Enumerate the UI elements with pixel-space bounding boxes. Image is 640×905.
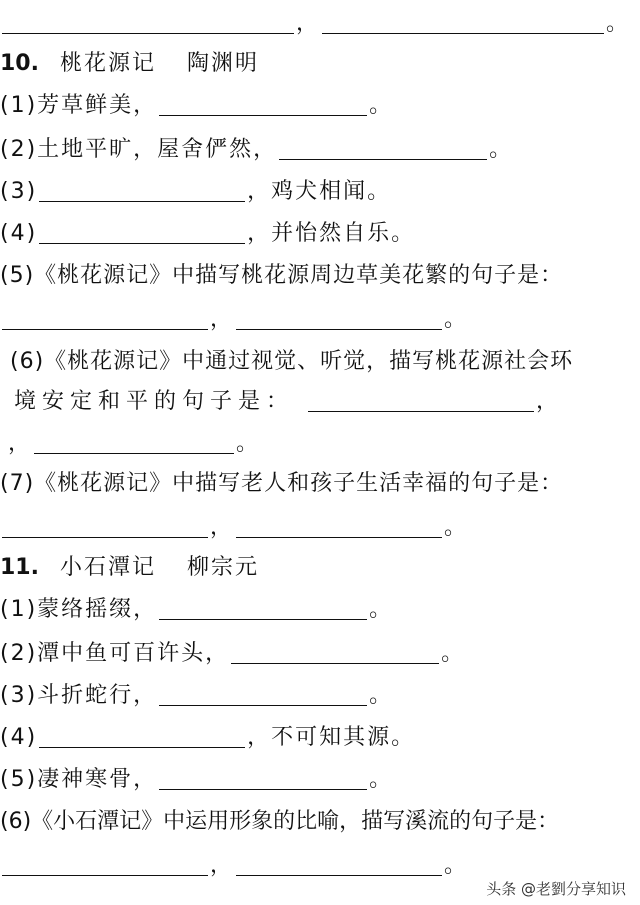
answer-blank[interactable] (236, 328, 442, 330)
question-10-3: (3) ，鸡犬相闻。 (0, 179, 392, 204)
question-11-5: (5)凄神寒骨， 。 (0, 767, 394, 792)
section-number: 10. (0, 51, 39, 76)
answer-blank[interactable] (231, 662, 439, 664)
section-number: 11. (0, 555, 39, 580)
answer-blank[interactable] (236, 874, 442, 876)
section-title: 桃花源记 (59, 51, 156, 76)
question-10-4: (4) ，并怡然自乐。 (0, 221, 416, 246)
answer-blank[interactable] (308, 410, 534, 412)
answer-blank[interactable] (34, 452, 234, 454)
question-10-7-answer: ， 。 (0, 510, 640, 546)
question-10-5: (5)《桃花源记》中描写桃花源周边草美花繁的句子是： (0, 263, 564, 288)
answer-blank[interactable] (2, 536, 208, 538)
question-11-4: (4) ，不可知其源。 (0, 725, 416, 750)
answer-blank[interactable] (39, 200, 245, 202)
continuation-line: ， 。 (0, 6, 640, 42)
question-11-6-answer: ， 。 (0, 848, 640, 884)
answer-blank[interactable] (39, 242, 245, 244)
question-11-1: (1)蒙络摇缀， 。 (0, 597, 394, 622)
answer-blank[interactable] (2, 874, 208, 876)
answer-blank[interactable] (159, 704, 367, 706)
answer-blank[interactable] (236, 536, 442, 538)
question-11-2: (2)潭中鱼可百许头， 。 (0, 641, 466, 666)
answer-blank[interactable] (159, 618, 367, 620)
section-11-heading (0, 550, 640, 586)
section-author: 柳宗元 (187, 555, 260, 580)
question-10-6-cont: 境安定和平的句子是： ， (14, 389, 565, 414)
answer-blank[interactable] (322, 32, 604, 34)
answer-blank[interactable] (39, 746, 245, 748)
question-11-6: (6)《小石潭记》中运用形象的比喻，描写溪流的句子是： (0, 809, 560, 834)
section-10-heading (0, 46, 640, 82)
question-10-7: (7)《桃花源记》中描写老人和孩子生活幸福的句子是： (0, 471, 564, 496)
question-10-1: (1)芳草鲜美， 。 (0, 93, 394, 118)
question-11-3: (3)斗折蛇行， 。 (0, 683, 394, 708)
question-10-2: (2)土地平旷，屋舍俨然， 。 (0, 137, 514, 162)
answer-blank[interactable] (2, 32, 294, 34)
section-author: 陶渊明 (187, 51, 260, 76)
watermark: 头条 @老劉分享知识 (486, 880, 626, 898)
answer-blank[interactable] (279, 158, 487, 160)
section-title: 小石潭记 (59, 555, 156, 580)
question-10-6: (6)《桃花源记》中通过视觉、听觉，描写桃花源社会环 (10, 349, 574, 374)
answer-blank[interactable] (159, 788, 367, 790)
answer-blank[interactable] (159, 114, 367, 116)
answer-blank[interactable] (2, 328, 208, 330)
question-10-5-answer: ， 。 (0, 302, 640, 338)
question-10-6-answer: ， 。 (8, 431, 261, 456)
